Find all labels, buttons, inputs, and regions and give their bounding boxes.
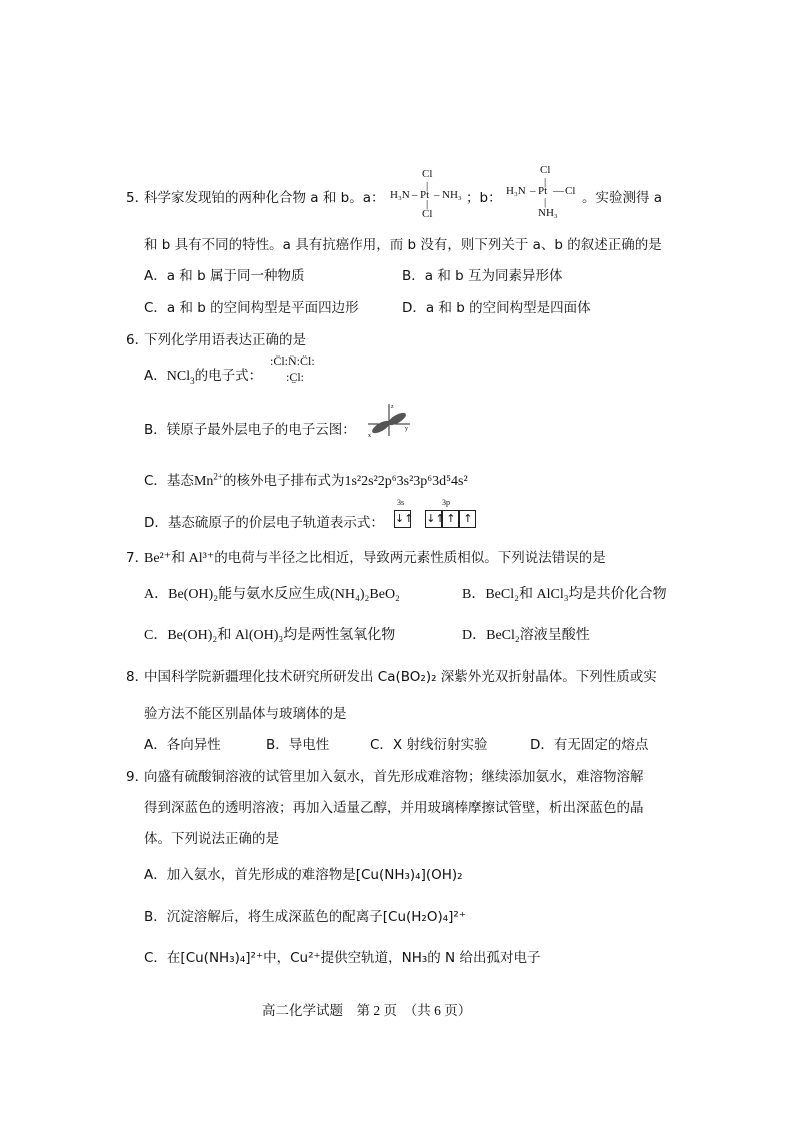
q6-option-a bbox=[144, 364, 262, 385]
struct-a-left: H₃N bbox=[390, 189, 410, 201]
struct-b-top: Cl bbox=[540, 164, 551, 176]
q5-sep: ；b： bbox=[466, 190, 502, 206]
q9-line3: 体。下列说法正确的是 bbox=[144, 831, 279, 847]
q9-option-c: C．在[Cu(NH₃)₄]²⁺中，Cu²⁺提供空轨道，NH₃的 N 给出孤对电子 bbox=[144, 950, 541, 966]
page-footer: 高二化学试题 第 2 页 （共 6 页） bbox=[262, 1003, 472, 1018]
q7-option-c bbox=[144, 624, 395, 644]
orbital-label-3p: 3p bbox=[442, 498, 450, 507]
q8-line1: 中国科学院新疆理化技术研究所研发出 Ca(BO₂)₂ 深紫外光双折射晶体。下列性质或实 bbox=[144, 669, 657, 685]
q7-option-d-text: D．BeCl₂溶液呈酸性 bbox=[462, 628, 590, 643]
q7-option-b bbox=[462, 583, 667, 603]
q6-option-c bbox=[144, 469, 468, 490]
svg-text:y: y bbox=[405, 426, 408, 432]
q5-stem-part1: 科学家发现铂的两种化合物 a 和 b。a： bbox=[144, 190, 385, 206]
q5-option-a: A．a 和 b 属于同一种物质 bbox=[144, 268, 305, 284]
struct-b-center: Pt bbox=[538, 185, 548, 197]
q5-option-b: B．a 和 b 互为同素异形体 bbox=[402, 268, 563, 284]
struct-a-center: Pt bbox=[420, 189, 430, 201]
q8-option-b: B．导电性 bbox=[266, 737, 330, 753]
q6-c-ion-text: Mn bbox=[193, 474, 214, 489]
orbital-label-3s: 3s bbox=[397, 498, 405, 507]
q7-number: 7． bbox=[126, 550, 149, 566]
q5-stem-line2: 和 b 具有不同的特性。a 具有抗癌作用，而 b 没有，则下列关于 a、b 的叙述正确的是 bbox=[144, 237, 662, 253]
q5-option-c: C．a 和 b 的空间构型是平面四边形 bbox=[144, 300, 359, 316]
q6-number: 6． bbox=[126, 332, 149, 348]
q9-number: 9． bbox=[126, 769, 149, 785]
svg-text:x: x bbox=[368, 433, 371, 439]
q6-c-config: 1s²2s²2p⁶3s²3p⁶3d⁵4s² bbox=[344, 474, 468, 489]
svg-text:z: z bbox=[391, 404, 394, 410]
q7-stem-line bbox=[144, 546, 606, 567]
electron-cloud-diagram bbox=[364, 400, 414, 440]
struct-a-right: NH₃ bbox=[442, 189, 462, 201]
q7-stem: 的电荷与半径之比相近，导致两元素性质相似。下列说法错误的是 bbox=[214, 550, 606, 566]
q6-c-ion bbox=[193, 471, 223, 489]
struct-b-bottom: NH₃ bbox=[538, 207, 558, 219]
q8-option-a: A．各向异性 bbox=[144, 737, 221, 753]
q9-option-a: A．加入氨水，首先形成的难溶物是[Cu(NH₃)₄](OH)₂ bbox=[144, 867, 463, 883]
orbital-cell-3p-3: ↑ bbox=[459, 510, 476, 528]
q5-stem-part2: 。实验测得 a bbox=[582, 190, 663, 206]
q6-a-formula bbox=[167, 369, 195, 384]
q6-a-formula-sub: 3 bbox=[190, 375, 195, 386]
q9-line2: 得到深蓝色的透明溶液；再加入适量乙醇，并用玻璃棒摩擦试管壁，析出深蓝色的晶 bbox=[144, 800, 644, 816]
q7-stem-ions: Be²⁺和 Al³⁺ bbox=[144, 551, 215, 566]
struct-a-bottom: Cl bbox=[422, 208, 433, 220]
q6-option-b: B．镁原子最外层电子的电子云图： bbox=[144, 422, 356, 438]
struct-b-right: Cl bbox=[565, 185, 576, 197]
q7-option-c-text: C．Be(OH)₂和 Al(OH)₃均是两性氢氧化物 bbox=[144, 628, 396, 643]
q5-option-d: D．a 和 b 的空间构型是四面体 bbox=[402, 300, 591, 316]
q8-option-d: D．有无固定的熔点 bbox=[530, 737, 649, 753]
struct-b-left: H₃N bbox=[506, 185, 526, 197]
q6-a-prefix: A． bbox=[144, 368, 167, 384]
q6-c-text: 的核外电子排布式为 bbox=[222, 473, 345, 489]
q9-option-b: B．沉淀溶解后，将生成深蓝色的配离子[Cu(H₂O)₄]²⁺ bbox=[144, 909, 466, 925]
q5-number: 5． bbox=[126, 190, 149, 206]
q6-stem: 下列化学用语表达正确的是 bbox=[144, 332, 306, 348]
q7-option-b-text: B．BeCl₂和 AlCl₃均是共价化合物 bbox=[462, 587, 667, 602]
orbital-cell-3s: ↓↑ bbox=[394, 510, 411, 528]
q6-c-prefix: C．基态 bbox=[144, 473, 194, 489]
q8-option-c: C．X 射线衍射实验 bbox=[370, 737, 488, 753]
q8-line2: 验方法不能区别晶体与玻璃体的是 bbox=[144, 706, 347, 722]
q7-option-a bbox=[144, 583, 400, 603]
struct-a-top: Cl bbox=[422, 168, 433, 180]
orbital-cell-3p-2: ↑ bbox=[442, 510, 459, 528]
q6-a-text: 的电子式： bbox=[194, 368, 263, 384]
q6-option-d: D．基态硫原子的价层电子轨道表示式： bbox=[144, 515, 384, 531]
q7-option-d bbox=[462, 624, 590, 644]
q6-c-ion-sup: 2+ bbox=[213, 471, 223, 482]
orbital-cell-3p-1: ↓↑ bbox=[425, 510, 442, 528]
q9-line1: 向盛有硫酸铜溶液的试管里加入氨水，首先形成难溶物；继续添加氨水，难溶物溶解 bbox=[144, 769, 644, 785]
q6-a-formula-text: NCl bbox=[166, 369, 191, 384]
q7-option-a-text: A．Be(OH)₂能与氨水反应生成(NH₄)₂BeO₂ bbox=[144, 587, 400, 602]
q8-number: 8． bbox=[126, 669, 149, 685]
